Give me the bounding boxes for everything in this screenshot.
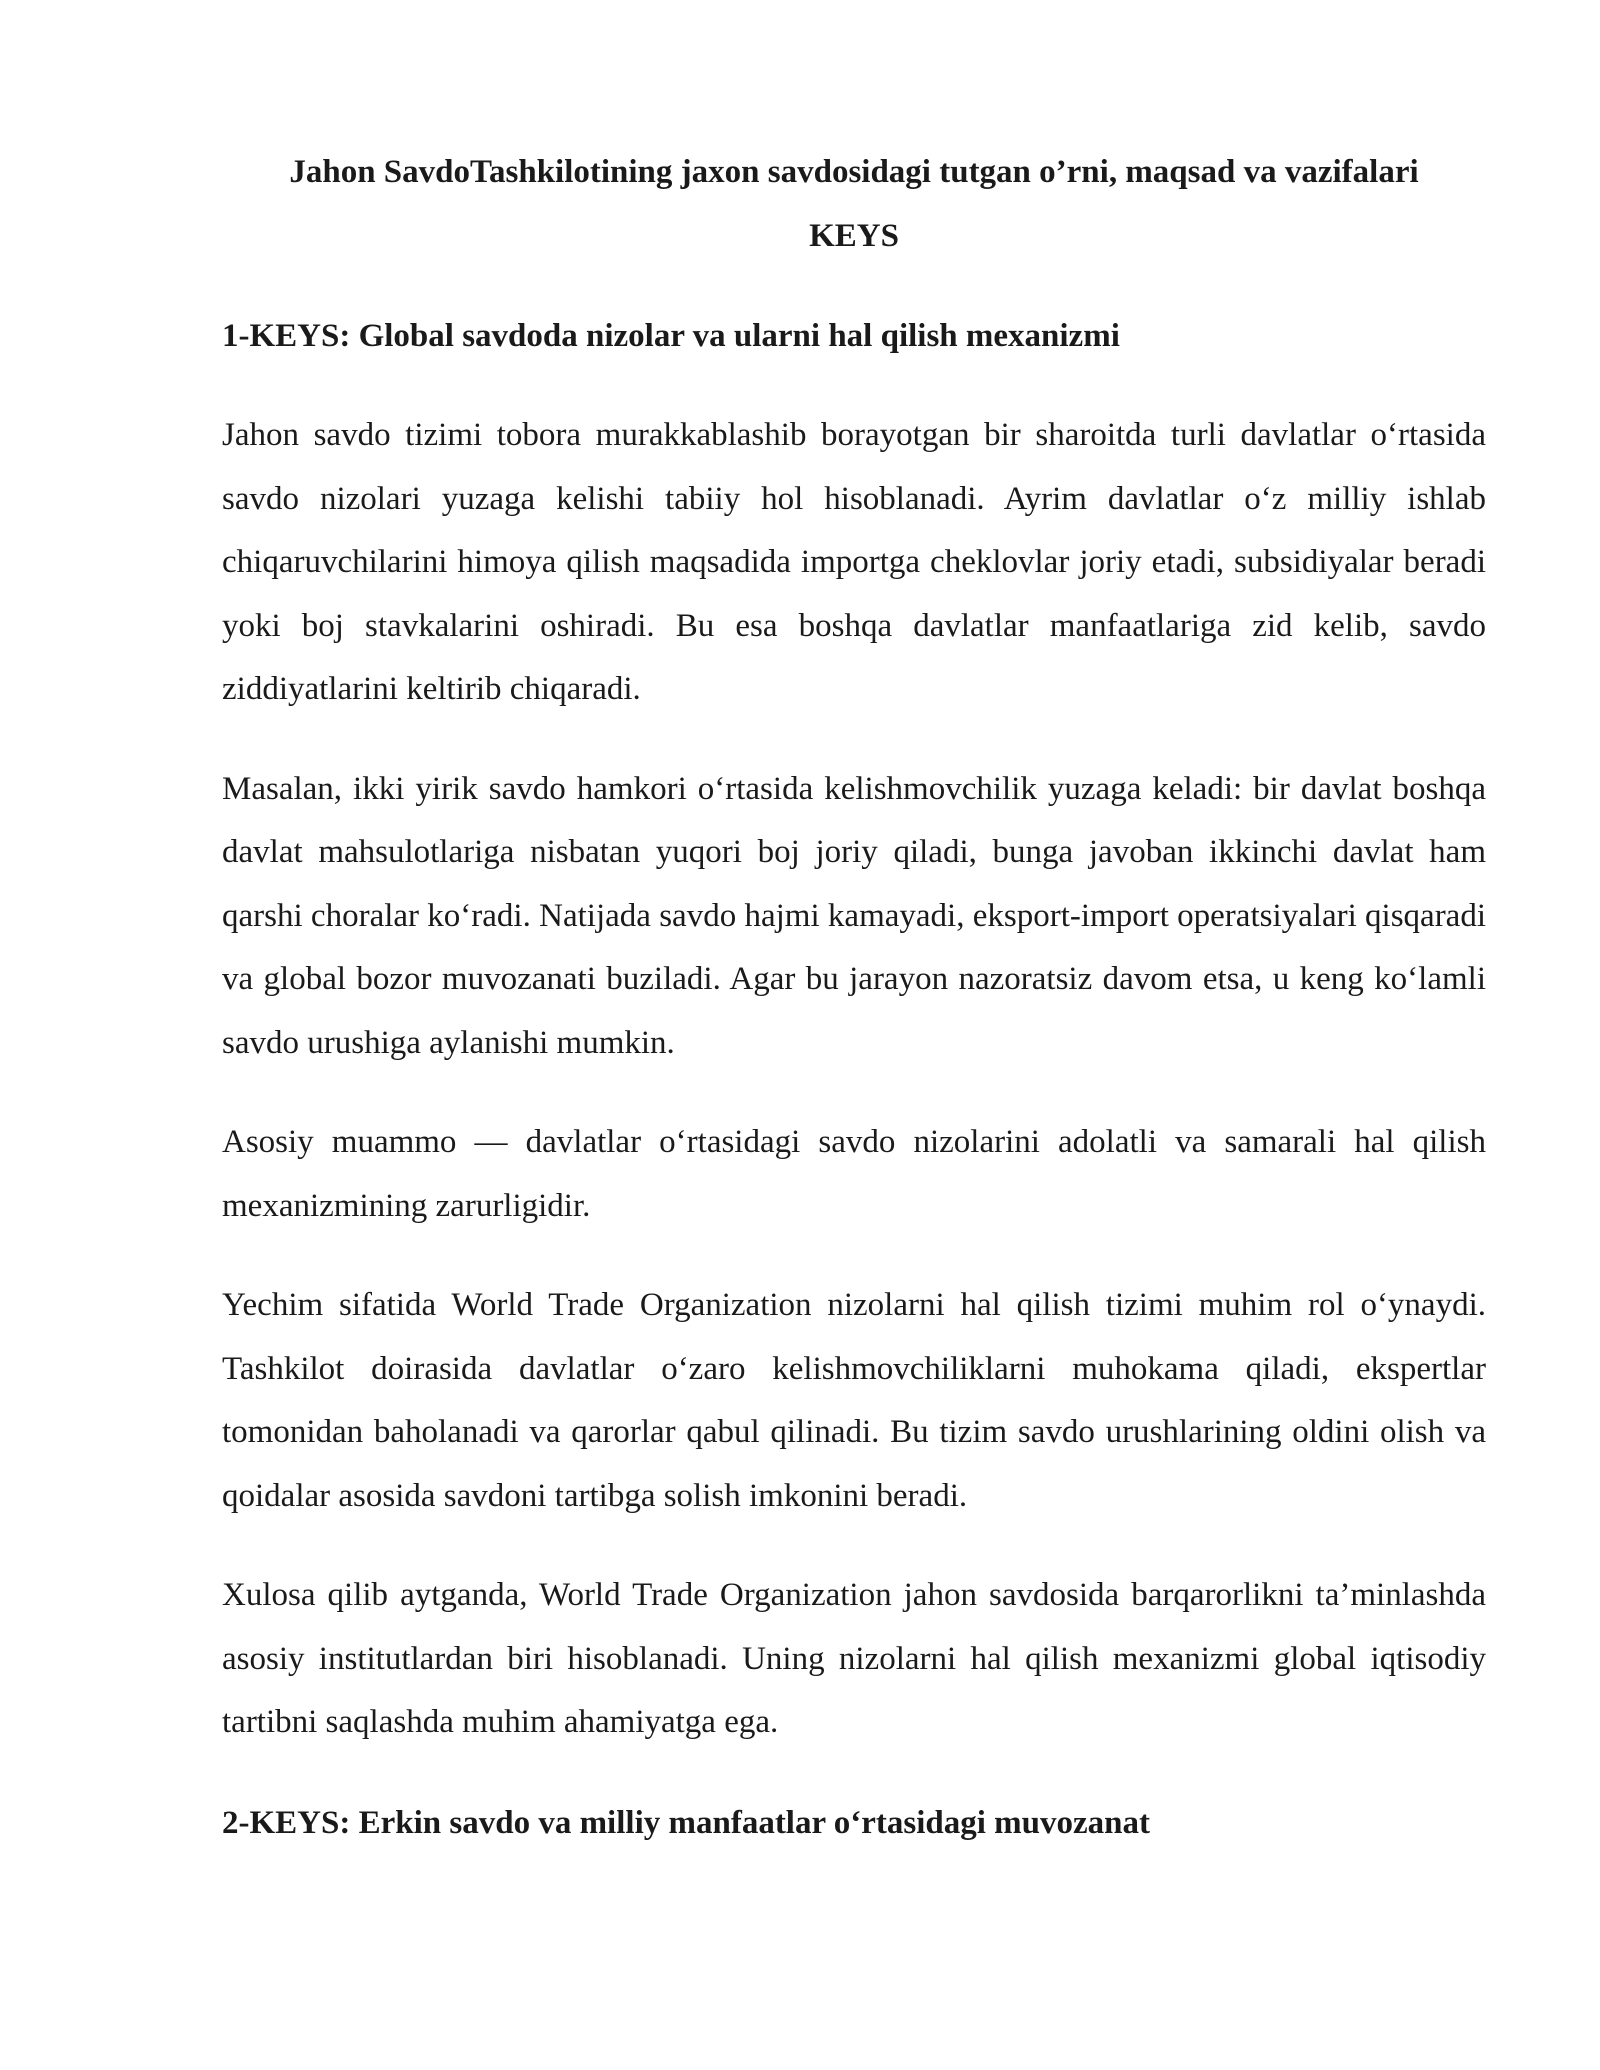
spacer: [222, 368, 1486, 404]
document-page: [222, 140, 1486, 1855]
paragraph: Masalan, ikki yirik savdo hamkori o‘rtasida kelishmovchilik yuzaga keladi: bir davlat boshqa davlat mahsulotlariga nisbatan yuqori boj joriy qiladi, bunga javoban ikkinchi davlat ham qarshi choralar ko‘radi. Natijada savdo hajmi kamayadi, eksport-import operatsiyalari qisqaradi va global bozor muvozanati buziladi. Agar bu jarayon nazoratsiz davom etsa, u keng ko‘lamli savdo urushiga aylanishi mumkin.: [222, 770, 1486, 1061]
spacer: [222, 1075, 1486, 1111]
case2-heading: 2-KEYS: Erkin savdo va milliy manfaatlar o‘rtasidagi muvozanat: [222, 1804, 1151, 1841]
spacer: [222, 1238, 1486, 1274]
spacer: [222, 722, 1486, 758]
spacer: [222, 1755, 1486, 1791]
case1-heading: 1-KEYS: Global savdoda nizolar va ularni hal qilish mexanizmi: [222, 318, 1120, 354]
paragraph: Asosiy muammo — davlatlar o‘rtasidagi savdo nizolarini adolatli va samarali hal qilish mexanizmining zarurligidir.: [222, 1124, 1486, 1224]
spacer: [222, 268, 1486, 304]
paragraph: Yechim sifatida World Trade Organization nizolarni hal qilish tizimi muhim rol o‘ynaydi. Tashkilot doirasida davlatlar o‘zaro kelishmovchiliklarni muhokama qiladi, ekspertlar tomonidan baholanadi va qarorlar qabul qilinadi. Bu tizim savdo urushlarining oldini olish va qoidalar asosida savdoni tartibga solish imkonini beradi.: [222, 1287, 1486, 1514]
document-title: Jahon SavdoTashkilotining jaxon savdosidagi tutgan o’rni, maqsad va vazifalari: [289, 154, 1419, 190]
paragraph: Xulosa qilib aytganda, World Trade Organization jahon savdosida barqarorlikni ta’minlashda asosiy institutlardan biri hisoblanadi. Uning nizolarni hal qilish mexanizmi global iqtisodiy tartibni saqlashda muhim ahamiyatga ega.: [222, 1577, 1486, 1740]
paragraph: Jahon savdo tizimi tobora murakkablashib borayotgan bir sharoitda turli davlatlar o‘rtasida savdo nizolari yuzaga kelishi tabiiy hol hisoblanadi. Ayrim davlatlar o‘z milliy ishlab chiqaruvchilarini himoya qilish maqsadida importga cheklovlar joriy etadi, subsidiyalar beradi yoki boj stavkalarini oshiradi. Bu esa boshqa davlatlar manfaatlariga zid kelib, savdo ziddiyatlarini keltirib chiqaradi.: [222, 417, 1486, 707]
spacer: [222, 1528, 1486, 1564]
document-subtitle: KEYS: [809, 218, 899, 254]
